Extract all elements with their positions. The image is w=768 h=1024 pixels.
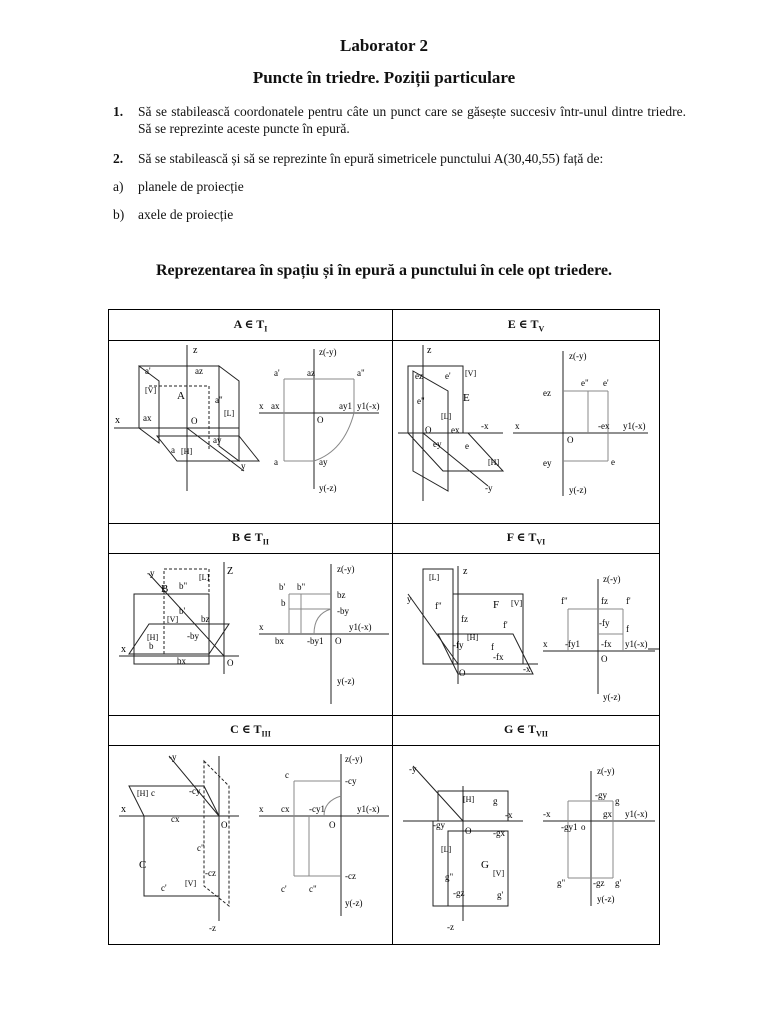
svg-text:-y: -y	[169, 752, 177, 762]
svg-text:bz: bz	[337, 590, 346, 600]
svg-text:e": e"	[581, 378, 589, 388]
svg-text:b: b	[281, 598, 286, 608]
svg-text:x: x	[543, 639, 548, 649]
svg-text:-gy: -gy	[595, 790, 607, 800]
svg-text:O: O	[317, 415, 324, 425]
svg-text:y(-z): y(-z)	[319, 483, 337, 493]
svg-text:cx: cx	[171, 814, 180, 824]
item-letter: a)	[113, 179, 124, 194]
svg-text:[L]: [L]	[441, 845, 452, 854]
cell-header-g: G ∈ $T_{VII}$	[503, 722, 549, 739]
svg-text:e: e	[465, 441, 469, 451]
svg-text:x: x	[121, 644, 126, 655]
svg-text:F: F	[493, 599, 500, 611]
svg-text:b': b'	[279, 582, 286, 592]
svg-text:O: O	[567, 435, 574, 445]
diagram-c	[109, 746, 392, 944]
svg-text:C: C	[139, 859, 147, 871]
svg-text:z(-y): z(-y)	[345, 754, 363, 764]
svg-text:y(-z): y(-z)	[603, 692, 621, 702]
svg-text:-gy1: -gy1	[561, 822, 578, 832]
svg-text:ez: ez	[415, 371, 423, 381]
diagram-g	[393, 746, 659, 944]
svg-text:f": f"	[561, 596, 568, 606]
svg-text:O: O	[221, 820, 228, 830]
item-text: planele de proiecție	[138, 179, 244, 194]
list-item	[113, 150, 685, 167]
svg-text:z: z	[463, 566, 468, 577]
svg-text:b': b'	[179, 606, 186, 616]
svg-text:O: O	[329, 820, 336, 830]
svg-text:O: O	[425, 425, 432, 435]
svg-text:y(-z): y(-z)	[345, 898, 363, 908]
svg-text:g': g'	[497, 890, 504, 900]
svg-text:e": e"	[417, 396, 425, 406]
svg-text:-by: -by	[337, 606, 349, 616]
svg-text:[V]: [V]	[185, 879, 197, 888]
svg-text:f': f'	[503, 620, 508, 630]
svg-text:-x: -x	[523, 664, 531, 674]
svg-text:-gz: -gz	[593, 878, 605, 888]
svg-text:bx: bx	[177, 656, 186, 666]
svg-text:-cz: -cz	[205, 868, 216, 878]
svg-text:c': c'	[281, 884, 287, 894]
item-text: Să se stabilească coordonatele pentru câte un punct care se găsește succesiv într-unul dintre triedre. Să se reprezinte aceste puncte în epură.	[138, 104, 686, 136]
svg-text:e': e'	[445, 371, 451, 381]
item-number: 2.	[113, 151, 124, 166]
svg-text:f: f	[626, 624, 629, 634]
triedre-table	[108, 309, 660, 945]
svg-text:c: c	[285, 770, 289, 780]
diagram-f	[393, 554, 659, 715]
svg-text:[L]: [L]	[224, 409, 235, 418]
svg-text:[H]: [H]	[137, 789, 149, 798]
svg-text:ax: ax	[143, 413, 152, 423]
svg-text:[H]: [H]	[463, 795, 475, 804]
svg-text:y1(-x): y1(-x)	[349, 622, 372, 632]
svg-text:cx: cx	[281, 804, 290, 814]
svg-text:e: e	[611, 457, 615, 467]
svg-text:az: az	[307, 368, 315, 378]
svg-text:y: y	[407, 594, 412, 604]
cell-header-f: F ∈ $T_{VI}$	[506, 530, 546, 547]
svg-text:y(-z): y(-z)	[569, 485, 587, 495]
svg-text:y(-z): y(-z)	[337, 676, 355, 686]
svg-text:-by: -by	[187, 631, 199, 641]
svg-text:-fy: -fy	[599, 618, 610, 628]
cell-header-e: E ∈ $T_V$	[507, 317, 545, 334]
svg-text:-y: -y	[147, 568, 155, 578]
svg-text:a': a'	[145, 366, 151, 376]
svg-text:ey: ey	[543, 458, 552, 468]
svg-text:fz: fz	[601, 596, 608, 606]
row-divider	[109, 523, 659, 524]
svg-text:[H]: [H]	[488, 458, 500, 467]
svg-text:e': e'	[603, 378, 609, 388]
svg-text:O: O	[465, 826, 472, 836]
svg-text:ex: ex	[451, 425, 460, 435]
svg-text:a: a	[171, 445, 175, 455]
svg-text:-z: -z	[447, 922, 454, 932]
svg-text:c": c"	[309, 884, 317, 894]
svg-text:x: x	[121, 804, 126, 815]
list-item	[113, 206, 685, 223]
svg-text:c": c"	[197, 843, 205, 853]
svg-text:-fy1: -fy1	[565, 639, 580, 649]
svg-text:-cy: -cy	[345, 776, 357, 786]
cell-header-b: B ∈ $T_{II}$	[232, 530, 269, 547]
svg-text:[V]: [V]	[511, 599, 523, 608]
page-title: Laborator 2	[340, 36, 428, 55]
svg-text:-cy1: -cy1	[309, 804, 325, 814]
svg-text:[L]: [L]	[199, 573, 210, 582]
svg-text:a": a"	[215, 395, 223, 405]
page-subtitle: Puncte în triedre. Poziții particulare	[252, 68, 516, 87]
svg-text:a": a"	[357, 368, 365, 378]
svg-text:x: x	[259, 622, 264, 632]
svg-text:ay1: ay1	[339, 401, 352, 411]
svg-text:-gx: -gx	[493, 828, 505, 838]
svg-text:[L]: [L]	[429, 573, 440, 582]
svg-text:B: B	[161, 583, 169, 595]
svg-text:g: g	[615, 796, 620, 806]
svg-text:az: az	[195, 366, 203, 376]
svg-text:o: o	[581, 822, 586, 832]
svg-text:fz: fz	[461, 614, 468, 624]
svg-text:z(-y): z(-y)	[603, 574, 621, 584]
list-item	[113, 178, 685, 195]
svg-text:z: z	[193, 345, 198, 356]
svg-text:f: f	[491, 642, 494, 652]
svg-text:a': a'	[274, 368, 280, 378]
svg-text:b": b"	[179, 581, 188, 591]
svg-text:g': g'	[615, 878, 622, 888]
svg-text:-x: -x	[543, 809, 551, 819]
svg-text:ay: ay	[213, 435, 222, 445]
svg-text:-z: -z	[209, 923, 216, 933]
svg-text:[H]: [H]	[181, 447, 193, 456]
svg-text:z(-y): z(-y)	[337, 564, 355, 574]
svg-text:y1(-x): y1(-x)	[623, 421, 646, 431]
diagram-b	[109, 554, 392, 715]
svg-text:Z: Z	[227, 566, 234, 577]
svg-text:G: G	[481, 859, 489, 871]
svg-text:[V]: [V]	[465, 369, 477, 378]
svg-text:E: E	[463, 392, 470, 404]
svg-text:-cy: -cy	[189, 786, 201, 796]
svg-text:y1(-x): y1(-x)	[625, 809, 648, 819]
svg-text:x: x	[259, 401, 264, 411]
item-letter: b)	[113, 207, 125, 222]
svg-text:bz: bz	[201, 614, 210, 624]
svg-text:y1(-x): y1(-x)	[625, 639, 648, 649]
svg-text:-fx: -fx	[493, 652, 504, 662]
svg-text:O: O	[459, 668, 466, 678]
svg-text:f': f'	[626, 596, 631, 606]
svg-text:[V]: [V]	[167, 615, 179, 624]
svg-text:f": f"	[435, 601, 442, 611]
svg-text:y1(-x): y1(-x)	[357, 401, 380, 411]
diagram-a	[109, 341, 392, 523]
svg-text:z(-y): z(-y)	[319, 347, 337, 357]
svg-text:O: O	[601, 654, 608, 664]
cell-header-a: A ∈ $T_I$	[233, 317, 268, 334]
svg-text:x: x	[115, 415, 120, 426]
section-heading: Reprezentarea în spațiu și în epură a punctului în cele opt triedere.	[156, 262, 612, 279]
svg-text:bx: bx	[275, 636, 284, 646]
svg-text:-ex: -ex	[598, 421, 610, 431]
svg-text:[V]: [V]	[493, 869, 505, 878]
row-divider	[109, 715, 659, 716]
svg-text:y: y	[241, 461, 246, 471]
svg-text:y(-z): y(-z)	[597, 894, 615, 904]
svg-text:c: c	[151, 788, 155, 798]
svg-text:z(-y): z(-y)	[569, 351, 587, 361]
svg-text:z: z	[427, 345, 432, 356]
svg-text:-x: -x	[481, 421, 489, 431]
svg-text:[V]: [V]	[145, 386, 157, 395]
svg-text:O: O	[191, 416, 198, 426]
svg-text:-fy: -fy	[453, 640, 464, 650]
svg-text:-gy: -gy	[433, 820, 445, 830]
svg-text:gx: gx	[603, 809, 612, 819]
svg-text:-y: -y	[409, 764, 417, 774]
svg-text:ay: ay	[319, 457, 328, 467]
svg-text:[H]: [H]	[467, 633, 479, 642]
svg-text:g": g"	[445, 872, 454, 882]
diagram-e	[393, 341, 659, 523]
svg-text:-fx: -fx	[601, 639, 612, 649]
item-text: Să se stabilească și să se reprezinte în epură simetricele punctului A(30,40,55) față de:	[138, 151, 604, 166]
svg-text:A: A	[177, 390, 185, 402]
svg-text:c': c'	[161, 883, 167, 893]
svg-text:g": g"	[557, 878, 566, 888]
svg-text:-by1: -by1	[307, 636, 324, 646]
cell-header-c: C ∈ $T_{III}$	[230, 722, 271, 739]
svg-text:x: x	[515, 421, 520, 431]
svg-text:y1(-x): y1(-x)	[357, 804, 380, 814]
svg-text:b": b"	[297, 582, 306, 592]
svg-text:b: b	[149, 641, 154, 651]
svg-text:-cz: -cz	[345, 871, 356, 881]
item-text: axele de proiecție	[138, 207, 234, 222]
list-item	[113, 103, 685, 137]
svg-text:g: g	[493, 796, 498, 806]
svg-text:O: O	[227, 658, 234, 668]
svg-text:O: O	[335, 636, 342, 646]
svg-text:ey: ey	[433, 439, 442, 449]
svg-text:z(-y): z(-y)	[597, 766, 615, 776]
svg-text:a: a	[274, 457, 278, 467]
svg-text:x: x	[259, 804, 264, 814]
svg-text:[L]: [L]	[441, 412, 452, 421]
item-number: 1.	[113, 104, 124, 119]
svg-text:-y: -y	[485, 483, 493, 493]
svg-text:ez: ez	[543, 388, 551, 398]
svg-text:[H]: [H]	[147, 633, 159, 642]
svg-text:ax: ax	[271, 401, 280, 411]
svg-text:-gz: -gz	[453, 888, 465, 898]
svg-text:-x: -x	[505, 810, 513, 820]
